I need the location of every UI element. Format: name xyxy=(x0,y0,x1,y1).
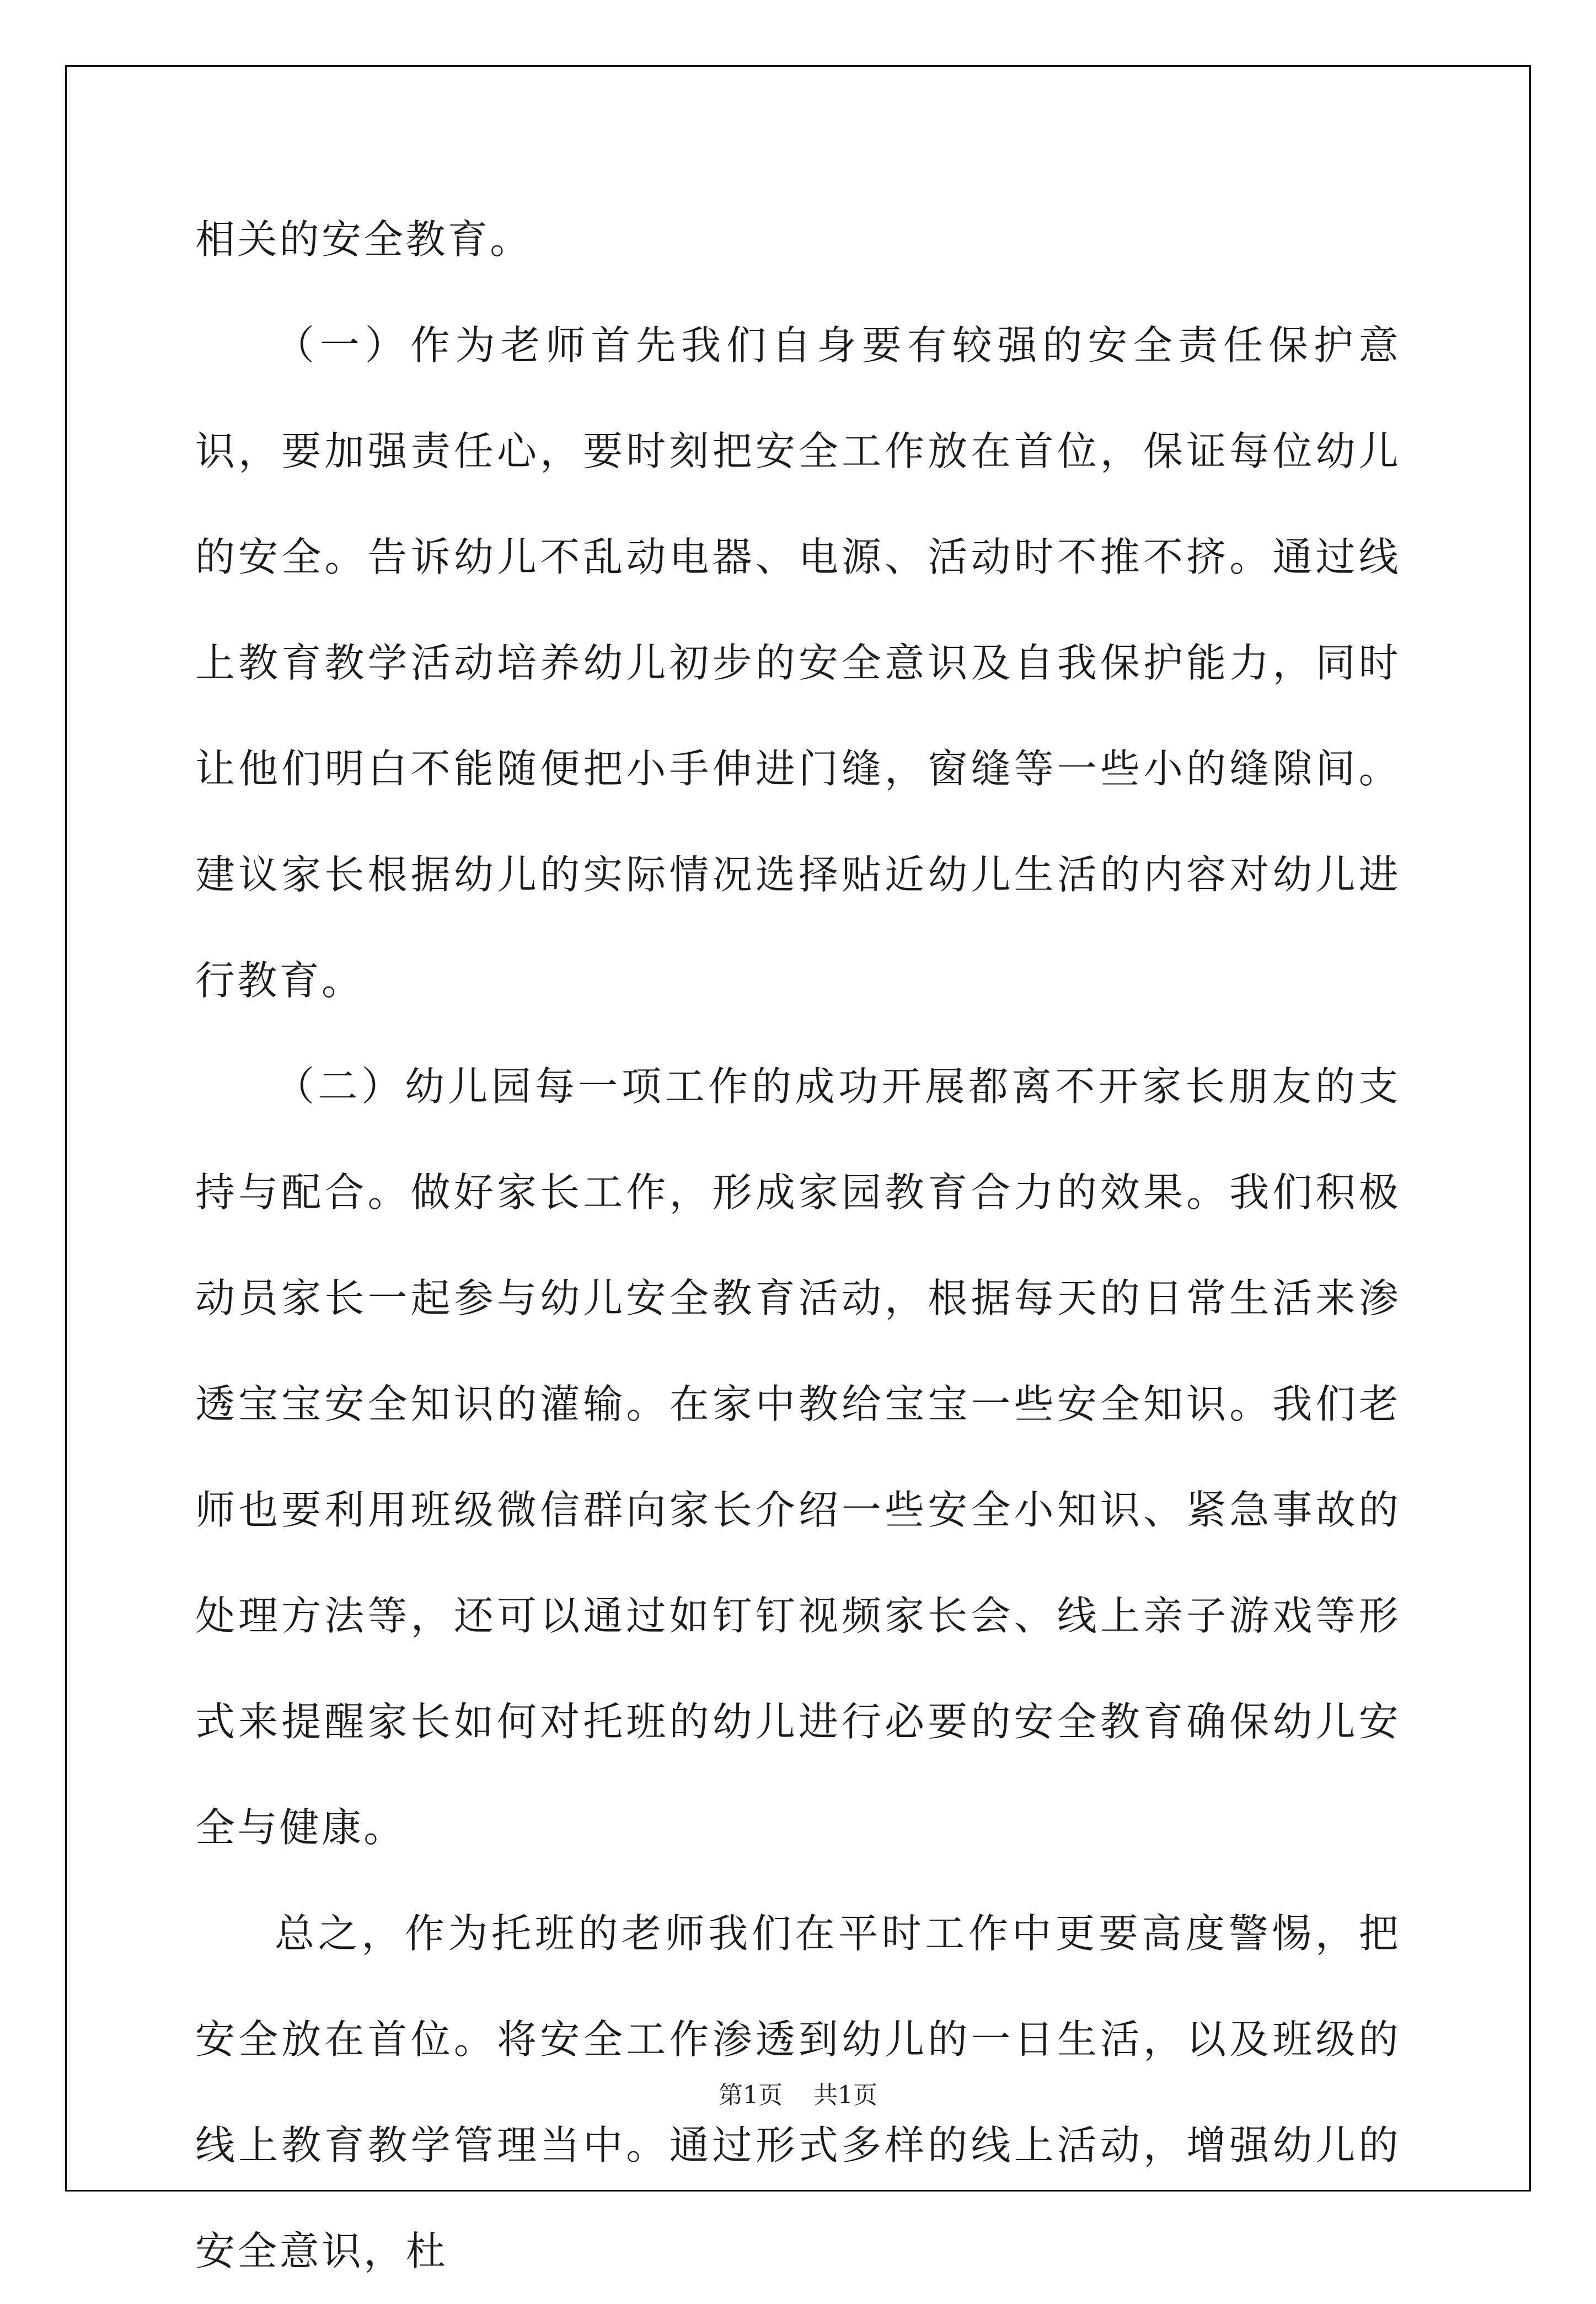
page-number: 第1页 xyxy=(719,2081,783,2109)
paragraph-item-one: （一）作为老师首先我们自身要有较强的安全责任保护意识，要加强责任心，要时刻把安全工作放在首位，保证每位幼儿的安全。告诉幼儿不乱动电器、电源、活动时不推不挤。通过线上教育教学活动培养幼儿初步的安全意识及自我保护能力，同时让他们明白不能随便把小手伸进门缝，窗缝等一些小的缝隙间。建议家长根据幼儿的实际情况选择贴近幼儿生活的内容对幼儿进行教育。 xyxy=(195,322,1401,1004)
page-footer xyxy=(0,2079,1596,2112)
document-body xyxy=(195,186,1401,2304)
paragraph-summary: 总之，作为托班的老师我们在平时工作中更要高度警惕，把安全放在首位。将安全工作渗透到幼儿的一日生活，以及班级的线上教育教学管理当中。通过形式多样的线上活动，增强幼儿的安全意识，杜 xyxy=(195,1910,1401,2274)
page-total: 共1页 xyxy=(813,2081,877,2109)
paragraph-continuation: 相关的安全教育。 xyxy=(195,216,532,262)
paragraph-item-two: （二）幼儿园每一项工作的成功开展都离不开家长朋友的支持与配合。做好家长工作，形成家园教育合力的效果。我们积极动员家长一起参与幼儿安全教育活动，根据每天的日常生活来渗透宝宝安全知识的灌输。在家中教给宝宝一些安全知识。我们老师也要利用班级微信群向家长介绍一些安全小知识、紧急事故的处理方法等，还可以通过如钉钉视频家长会、线上亲子游戏等形式来提醒家长如何对托班的幼儿进行必要的安全教育确保幼儿安全与健康。 xyxy=(195,1063,1401,1851)
